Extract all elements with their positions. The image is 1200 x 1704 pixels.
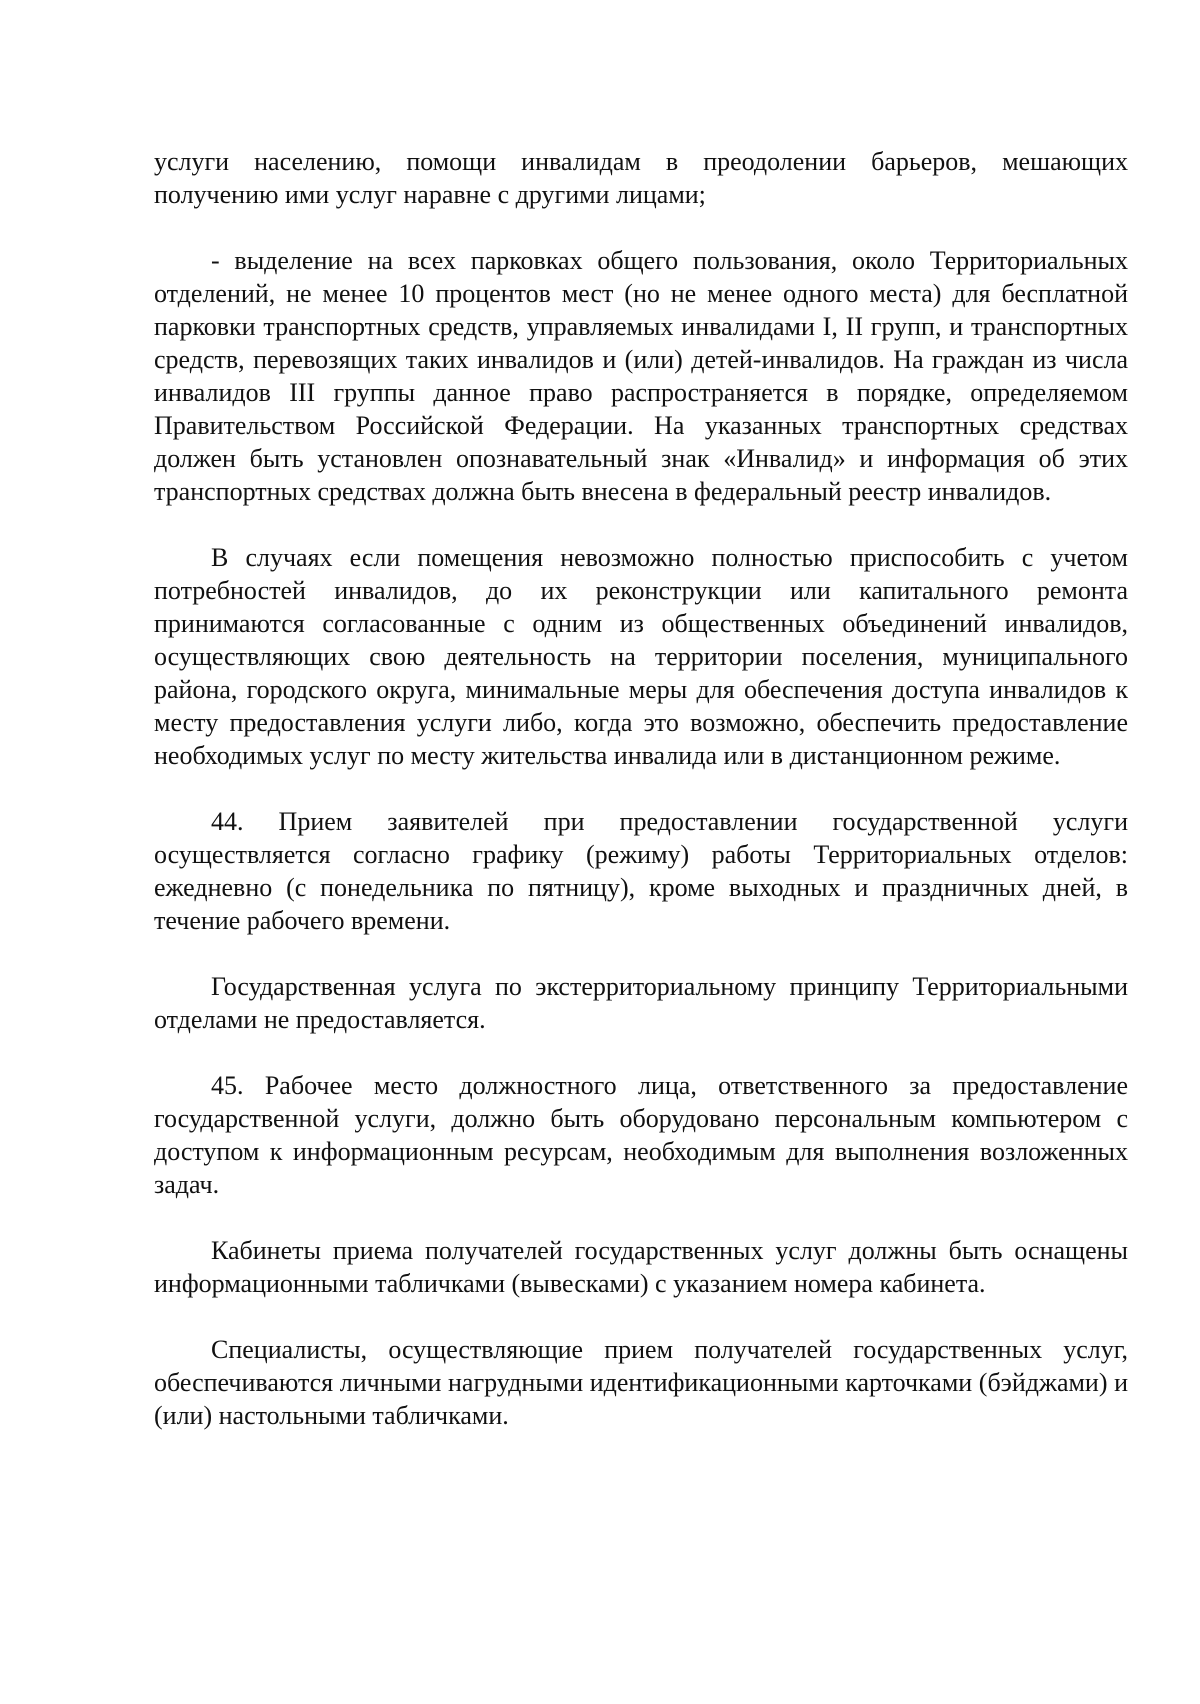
paragraph-specialist-badges: Специалисты, осуществляющие прием получателей государственных услуг, обеспечиваются личными нагрудными идентификационными карточками (бэйджами) и (или) настольными табличками. (154, 1335, 1128, 1430)
paragraph-continuation: услуги населению, помощи инвалидам в преодолении барьеров, мешающих получению ими услуг наравне с другими лицами; (154, 147, 1128, 209)
paragraph-parking: - выделение на всех парковках общего пользования, около Территориальных отделений, не менее 10 процентов мест (но не менее одного места) для бесплатной парковки транспортных средств, управляемых инвалидами I, II групп, и транспортных средств, перевозящих таких инвалидов и (или) детей-инвалидов. На граждан из числа инвалидов III группы данное право распространяется в порядке, определяемом Правительством Российской Федерации. На указанных транспортных средствах должен быть установлен опознавательный знак «Инвалид» и информация об этих транспортных средствах должна быть внесена в федеральный реестр инвалидов. (154, 246, 1128, 506)
paragraph-accessibility-measures: В случаях если помещения невозможно полностью приспособить с учетом потребностей инвалидов, до их реконструкции или капитального ремонта принимаются согласованные с одним из общественных объединений инвалидов, осуществляющих свою деятельность на территории поселения, муниципального района, городского округа, минимальные меры для обеспечения доступа инвалидов к месту предоставления услуги либо, когда это возможно, обеспечить предоставление необходимых услуг по месту жительства инвалида или в дистанционном режиме. (154, 543, 1128, 770)
paragraph-extraterritorial: Государственная услуга по экстерриториальному принципу Территориальными отделами не предоставляется. (154, 972, 1128, 1034)
document-body (154, 145, 1128, 1465)
paragraph-45-workplace: 45. Рабочее место должностного лица, ответственного за предоставление государственной услуги, должно быть оборудовано персональным компьютером с доступом к информационным ресурсам, необходимым для выполнения возложенных задач. (154, 1071, 1128, 1199)
paragraph-44-reception-schedule: 44. Прием заявителей при предоставлении государственной услуги осуществляется согласно графику (режиму) работы Территориальных отделов: ежедневно (с понедельника по пятницу), кроме выходных и праздничных дней, в течение рабочего времени. (154, 807, 1128, 935)
paragraph-office-signs: Кабинеты приема получателей государственных услуг должны быть оснащены информационными табличками (вывесками) с указанием номера кабинета. (154, 1236, 1128, 1298)
